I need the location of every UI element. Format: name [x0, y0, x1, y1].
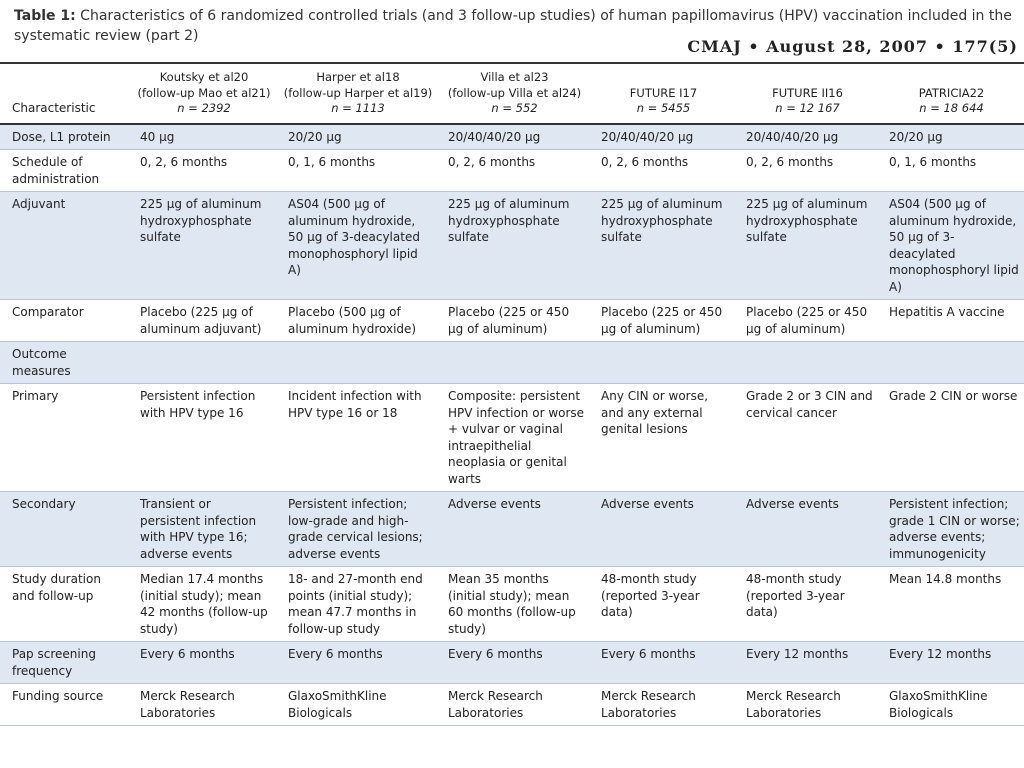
table-cell: 0, 1, 6 months	[288, 155, 376, 169]
table-cell	[438, 342, 591, 384]
table-cell: Placebo (225 µg of aluminum adjuvant)	[140, 305, 262, 336]
header-villa	[438, 64, 591, 124]
header-future-1	[591, 64, 736, 124]
characteristics-table	[0, 64, 1024, 726]
table-cell: Composite: persistent HPV infection or worse + vulvar or vaginal intraepithelial neoplasia or genital warts	[448, 389, 585, 486]
table-cell: 225 µg of aluminum hydroxyphosphate sulfate	[140, 197, 262, 244]
table-row	[0, 642, 1024, 684]
table-cell: 20/40/40/20 µg	[601, 129, 694, 144]
table-cell: Placebo (225 or 450 µg of aluminum)	[601, 305, 723, 336]
table-cell: 0, 2, 6 months	[601, 155, 689, 169]
table-cell: GlaxoSmithKline Biologicals	[889, 689, 988, 720]
table-cell: Grade 2 CIN or worse	[889, 389, 1018, 403]
table-cell: Hepatitis A vaccine	[889, 305, 1005, 319]
table-cell: Persistent infection with HPV type 16	[140, 389, 256, 420]
table-cell: Placebo (500 µg of aluminum hydroxide)	[288, 305, 417, 336]
header-label: Characteristic	[12, 101, 96, 115]
header-study: Villa et al23	[480, 70, 549, 84]
table-cell: Merck Research Laboratories	[746, 689, 841, 720]
table-cell: AS04 (500 µg of aluminum hydroxide, 50 µg of 3-deacylated monophosphoryl lipid A)	[889, 197, 1019, 294]
header-koutsky	[130, 64, 278, 124]
table-cell: Every 6 months	[448, 647, 543, 661]
table-cell: Every 6 months	[140, 647, 235, 661]
table-cell	[736, 342, 879, 384]
header-study: FUTURE II16	[772, 85, 843, 100]
table-cell: 48-month study (reported 3-year data)	[746, 572, 845, 619]
table-row	[0, 300, 1024, 342]
table-cell: Mean 35 months (initial study); mean 60 months (follow-up study)	[448, 572, 576, 636]
table-caption-text: Characteristics of 6 randomized controlled trials (and 3 follow-up studies) of human papillomavirus (HPV) vaccination included in the systematic review (part 2)	[14, 8, 1012, 44]
table-cell: Any CIN or worse, and any external genital lesions	[601, 389, 709, 436]
header-future-2	[736, 64, 879, 124]
table-row	[0, 342, 1024, 384]
table-cell: Transient or persistent infection with HPV type 16; adverse events	[140, 497, 257, 561]
table-cell: Merck Research Laboratories	[448, 689, 543, 720]
header-patricia	[879, 64, 1024, 124]
table-cell: Every 12 months	[889, 647, 992, 661]
table-body	[0, 124, 1024, 726]
table-cell	[591, 342, 736, 384]
table-row	[0, 684, 1024, 726]
table-cell: 40 µg	[140, 129, 175, 144]
table-cell: Median 17.4 months (initial study); mean 42 months (follow-up study)	[140, 572, 268, 636]
header-study: Harper et al18	[316, 70, 400, 84]
header-n: n = 5455	[636, 101, 691, 115]
row-label: Outcome measures	[12, 347, 71, 378]
table-header-row	[0, 64, 1024, 124]
header-characteristic	[0, 64, 130, 124]
table-cell: Placebo (225 or 450 µg of aluminum)	[448, 305, 570, 336]
table-cell: AS04 (500 µg of aluminum hydroxide, 50 µg of 3-deacylated monophosphoryl lipid A)	[288, 197, 420, 277]
header-followup: (follow-up Harper et al19)	[283, 85, 433, 100]
row-label: Dose, L1 protein	[12, 129, 111, 144]
table-cell: Grade 2 or 3 CIN and cervical cancer	[746, 389, 873, 420]
header-n: n = 2392	[177, 101, 231, 115]
row-label: Primary	[12, 389, 59, 403]
table-cell: GlaxoSmithKline Biologicals	[288, 689, 387, 720]
header-n: n = 18 644	[919, 101, 984, 115]
table-cell	[278, 342, 438, 384]
table-cell	[879, 342, 1024, 384]
header-n: n = 1113	[331, 101, 385, 115]
row-label: Schedule of administration	[12, 155, 100, 186]
table-cell: 0, 2, 6 months	[746, 155, 834, 169]
table-cell: Merck Research Laboratories	[140, 689, 235, 720]
table-cell: 20/20 µg	[288, 129, 342, 144]
table-caption-lead: Table 1:	[14, 8, 76, 24]
table-cell: 225 µg of aluminum hydroxyphosphate sulfate	[601, 197, 723, 244]
table-cell: 20/40/40/20 µg	[746, 129, 839, 144]
table-cell: Every 12 months	[746, 647, 849, 661]
header-followup: (follow-up Mao et al21)	[137, 85, 271, 100]
header-study: PATRICIA22	[918, 85, 985, 100]
table-cell: 20/20 µg	[889, 129, 943, 144]
row-label: Pap screening frequency	[12, 647, 96, 678]
table-cell: Adverse events	[448, 497, 541, 511]
table-row	[0, 150, 1024, 192]
table-cell: Mean 14.8 months	[889, 572, 1002, 586]
table-cell: Incident infection with HPV type 16 or 18	[288, 389, 422, 420]
table-cell: 0, 2, 6 months	[140, 155, 228, 169]
header-study: FUTURE I17	[629, 85, 698, 100]
table-cell	[130, 342, 278, 384]
table-cell: Persistent infection; grade 1 CIN or worse; adverse events; immunogenicity	[889, 497, 1020, 561]
header-n: n = 552	[491, 101, 538, 115]
table-cell: Every 6 months	[288, 647, 383, 661]
row-label: Study duration and follow-up	[12, 572, 101, 603]
table-cell: 0, 2, 6 months	[448, 155, 536, 169]
table-row	[0, 492, 1024, 567]
table-cell: Every 6 months	[601, 647, 696, 661]
table-cell: 0, 1, 6 months	[889, 155, 977, 169]
table-cell: Merck Research Laboratories	[601, 689, 696, 720]
row-label: Secondary	[12, 497, 76, 511]
table-cell: 225 µg of aluminum hydroxyphosphate sulfate	[746, 197, 868, 244]
table-cell: Adverse events	[601, 497, 694, 511]
table-cell: 18- and 27-month end points (initial study); mean 47.7 months in follow-up study	[288, 572, 423, 636]
table-cell: 48-month study (reported 3-year data)	[601, 572, 700, 619]
table-row	[0, 567, 1024, 642]
header-n: n = 12 167	[775, 101, 840, 115]
table-cell: Adverse events	[746, 497, 839, 511]
row-label: Funding source	[12, 689, 104, 703]
row-label: Adjuvant	[12, 197, 66, 211]
header-followup: (follow-up Villa et al24)	[447, 85, 582, 100]
table-row	[0, 192, 1024, 300]
journal-citation: CMAJ • August 28, 2007 • 177(5)	[687, 37, 1018, 56]
header-harper	[278, 64, 438, 124]
table-cell: 225 µg of aluminum hydroxyphosphate sulfate	[448, 197, 570, 244]
row-label: Comparator	[12, 305, 84, 319]
table-row	[0, 124, 1024, 150]
table-row	[0, 384, 1024, 492]
table-cell: Placebo (225 or 450 µg of aluminum)	[746, 305, 868, 336]
table-cell: Persistent infection; low-grade and high-grade cervical lesions; adverse events	[288, 497, 423, 561]
header-study: Koutsky et al20	[159, 70, 249, 84]
table-cell: 20/40/40/20 µg	[448, 129, 541, 144]
